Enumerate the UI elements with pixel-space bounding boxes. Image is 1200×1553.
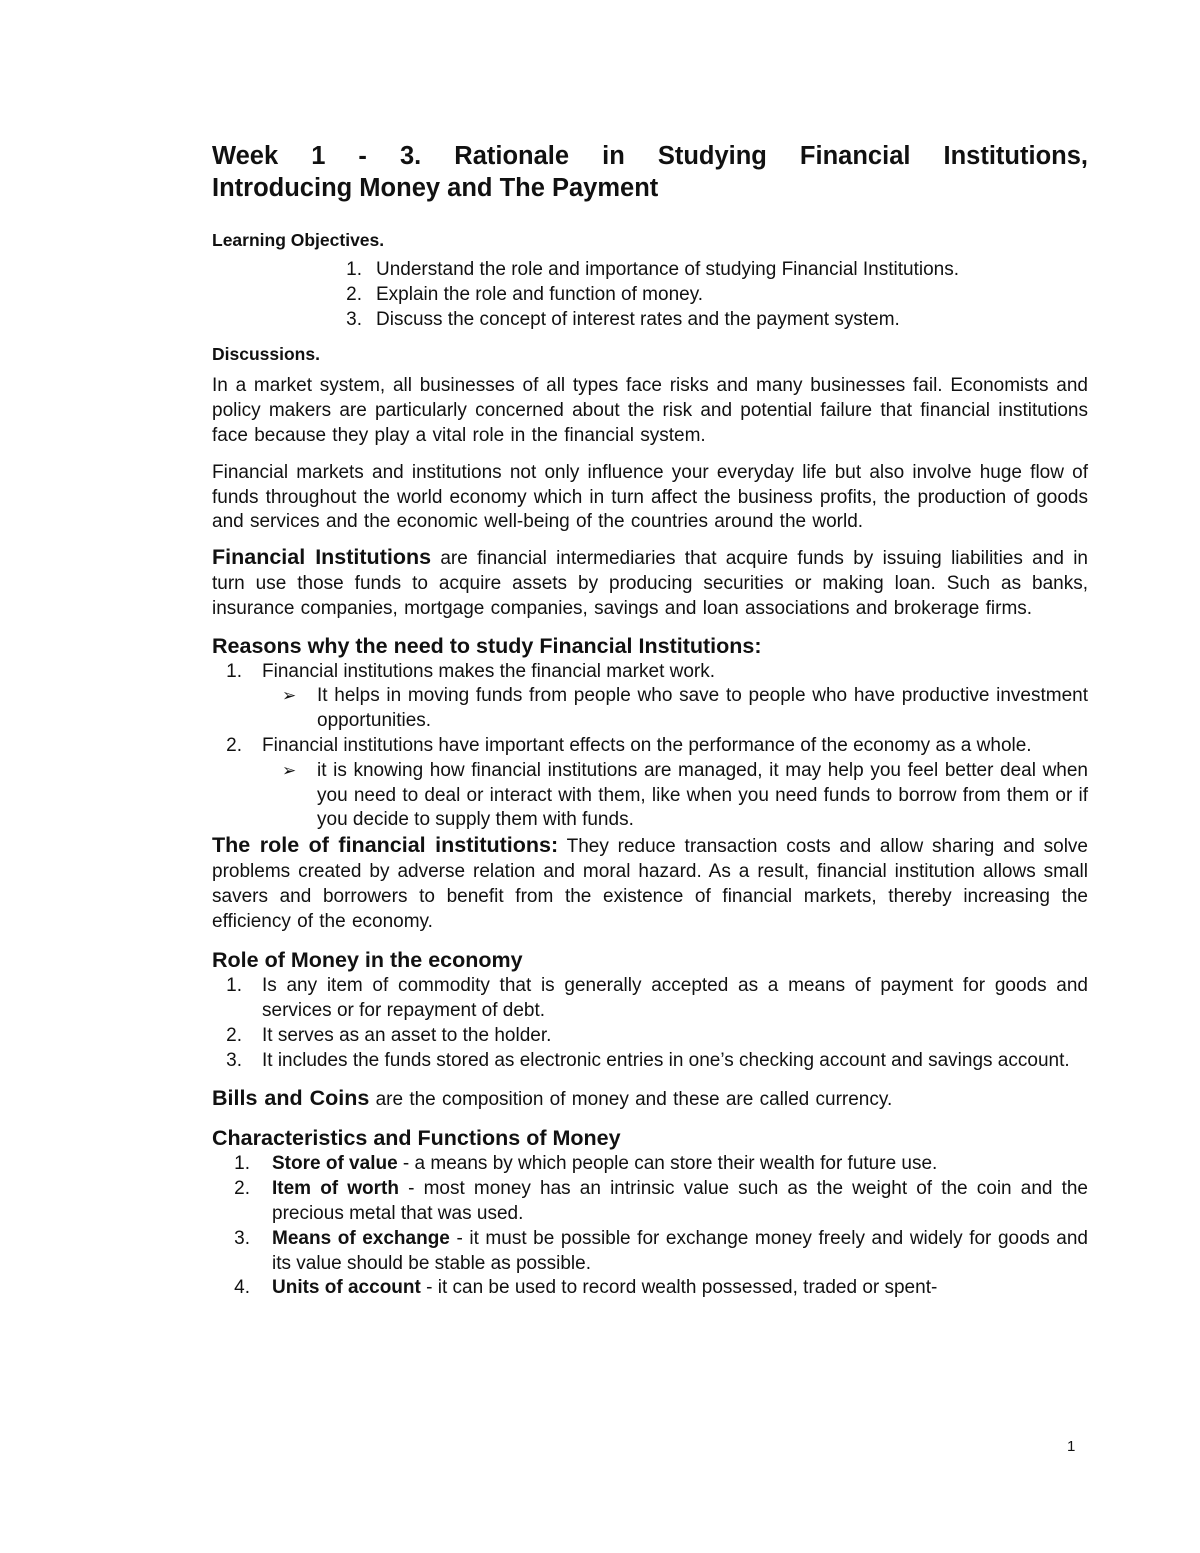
arrow-bullet-icon: ➢ — [282, 760, 297, 780]
reasons-list — [212, 660, 1088, 834]
sub-bullet-text: It helps in moving funds from people who save to people who have productive investment opportunities. — [317, 685, 1088, 732]
sub-bullet-item — [282, 759, 1088, 833]
list-number: 3. — [346, 308, 362, 330]
list-item — [212, 1227, 1088, 1277]
list-text: It serves as an asset to the holder. — [262, 1024, 552, 1046]
role-of-money-list — [212, 974, 1088, 1073]
list-number: 2. — [226, 734, 242, 756]
list-item — [212, 734, 1088, 759]
financial-institutions-term: Financial Institutions — [212, 545, 432, 570]
list-item — [212, 283, 1088, 308]
list-number: 1. — [226, 975, 242, 997]
list-number: 1. — [226, 660, 242, 682]
page-title — [212, 140, 1088, 204]
learning-objectives-list — [212, 258, 1088, 332]
list-item — [212, 258, 1088, 283]
role-of-financial-institutions-text: They reduce transaction costs and allow sharing and solve problems created by adverse relation and moral hazard. As a result, financial institution allows small savers and borrowers to benefit from the existence of financial markets, thereby increasing the efficiency of the economy. — [212, 836, 1088, 932]
characteristics-list — [212, 1152, 1088, 1301]
list-text: Explain the role and function of money. — [376, 283, 704, 305]
characteristic-term: Units of account — [272, 1277, 421, 1299]
list-text: Is any item of commodity that is generally accepted as a means of payment for goods and services or for repayment of debt. — [262, 975, 1088, 1022]
list-item — [212, 660, 1088, 685]
characteristic-term: Store of value — [272, 1153, 398, 1175]
learning-objectives-heading: Learning Objectives. — [212, 230, 385, 250]
financial-institutions-definition: are financial intermediaries that acquire funds by issuing liabilities and in turn use those funds to acquire assets by producing securities or making loan. Such as banks, insurance companies, mortgage companies, savings and loan associations and brokerage firms. — [212, 548, 1088, 619]
list-number: 2. — [226, 1024, 242, 1046]
characteristics-heading: Characteristics and Functions of Money — [212, 1126, 621, 1151]
discussion-paragraph-1: In a market system, all businesses of all types face risks and many businesses fail. Economists and policy makers are particularly concerned about the risk and potential failure that financial institutions face because they play a vital role in the financial system. — [212, 375, 1088, 446]
list-item — [212, 1024, 1088, 1049]
bills-and-coins-paragraph — [212, 1086, 1088, 1113]
arrow-bullet-icon: ➢ — [282, 686, 297, 706]
list-item — [212, 1049, 1088, 1074]
list-text — [272, 1227, 1088, 1277]
page-number: 1 — [1067, 1438, 1076, 1455]
list-number: 1. — [234, 1153, 250, 1175]
list-item — [212, 308, 1088, 333]
list-text: Discuss the concept of interest rates and the payment system. — [376, 308, 900, 330]
list-item — [212, 974, 1088, 1024]
characteristic-description: - it must be possible for exchange money freely and widely for goods and its value should be stable as possible. — [272, 1227, 1088, 1274]
characteristic-term: Item of worth — [272, 1178, 399, 1200]
title-line-1: Week 1 - 3. Rationale in Studying Financial Institutions, — [212, 142, 1088, 170]
reasons-heading: Reasons why the need to study Financial Institutions: — [212, 633, 762, 658]
title-line-2: Introducing Money and The Payment — [212, 174, 659, 202]
list-text — [272, 1152, 1088, 1177]
sub-bullet-text: it is knowing how financial institutions are managed, it may help you feel better deal when you need to deal or interact with them, like when you need funds to borrow from them or if you decide to supply them with funds. — [317, 759, 1088, 831]
sub-bullet-item — [282, 684, 1088, 734]
list-item — [212, 1177, 1088, 1227]
characteristic-description: - it can be used to record wealth possessed, traded or spent- — [420, 1277, 938, 1299]
list-number: 1. — [346, 259, 362, 280]
list-item — [212, 1276, 1088, 1301]
characteristic-description: - most money has an intrinsic value such as the weight of the coin and the precious metal that was used. — [272, 1178, 1088, 1224]
bills-and-coins-text: are the composition of money and these are called currency. — [369, 1088, 893, 1110]
list-text: Financial institutions makes the financial market work. — [262, 660, 716, 682]
list-item — [212, 1152, 1088, 1177]
list-text — [272, 1276, 1088, 1301]
list-number: 2. — [346, 283, 362, 305]
list-number: 4. — [234, 1277, 250, 1299]
discussions-heading: Discussions. — [212, 344, 320, 365]
role-of-financial-institutions-paragraph — [212, 833, 1088, 934]
bills-and-coins-term: Bills and Coins — [212, 1085, 370, 1110]
characteristic-term: Means of exchange — [272, 1227, 450, 1249]
list-text: It includes the funds stored as electronic entries in one’s checking account and savings account. — [262, 1049, 1070, 1071]
role-of-money-heading: Role of Money in the economy — [212, 948, 523, 973]
list-number: 3. — [234, 1227, 250, 1249]
list-text: Financial institutions have important effects on the performance of the economy as a whole. — [262, 734, 1032, 756]
document-page — [212, 140, 1088, 1301]
financial-institutions-paragraph — [212, 545, 1088, 621]
role-of-financial-institutions-term: The role of financial institutions: — [212, 833, 559, 858]
list-number: 2. — [234, 1178, 250, 1200]
characteristic-description: - a means by which people can store their wealth for future use. — [397, 1153, 938, 1175]
discussion-paragraph-2: Financial markets and institutions not only influence your everyday life but also involve huge flow of funds throughout the world economy which in turn affect the business profits, the production of goods and services and the economic well-being of the countries around the world. — [212, 461, 1088, 533]
list-number: 3. — [226, 1049, 242, 1071]
list-text — [272, 1177, 1088, 1227]
list-text: Understand the role and importance of studying Financial Institutions. — [376, 259, 959, 280]
